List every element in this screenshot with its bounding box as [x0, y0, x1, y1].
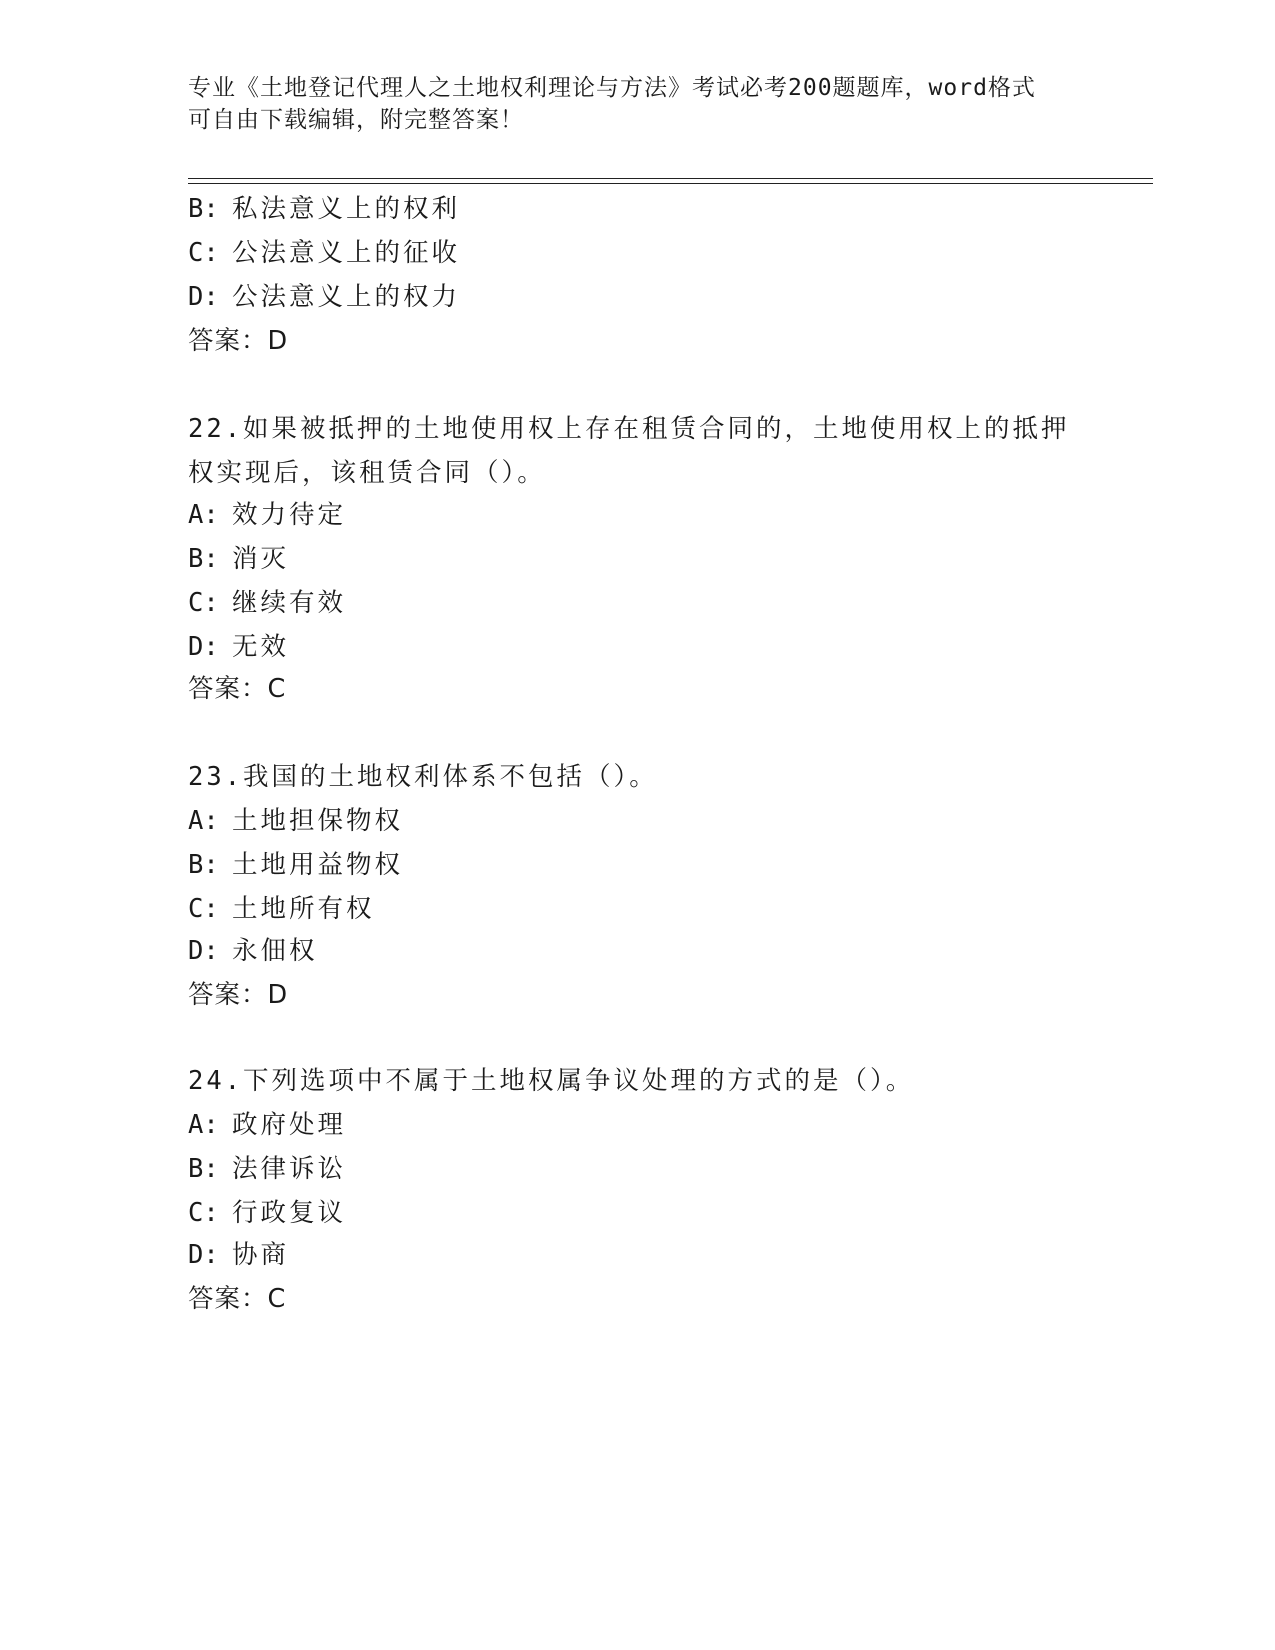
- option-letter: D:: [188, 282, 219, 312]
- header-line-2: 可自由下载编辑，附完整答案！: [188, 107, 524, 133]
- question-22-line-2: 权实现后，该租赁合同（）。: [188, 458, 546, 488]
- option-letter: D:: [188, 936, 219, 966]
- option-text: 效力待定: [232, 500, 347, 530]
- option-c: [188, 236, 460, 270]
- answer-value: C: [267, 674, 289, 704]
- option-letter: B:: [188, 194, 219, 224]
- answer-value: C: [267, 1284, 289, 1314]
- option-text: 消灭: [232, 544, 290, 574]
- option-b: [188, 848, 403, 882]
- option-text: 公法意义上的权力: [232, 282, 461, 312]
- option-a: [188, 804, 403, 838]
- answer-line: [188, 672, 288, 706]
- option-d: [188, 934, 318, 968]
- option-text: 土地所有权: [232, 894, 375, 924]
- option-text: 继续有效: [232, 588, 347, 618]
- option-letter: D:: [188, 632, 219, 662]
- option-a: [188, 1108, 346, 1142]
- option-letter: C:: [188, 238, 219, 268]
- option-letter: B:: [188, 544, 219, 574]
- option-c: [188, 1196, 346, 1230]
- answer-value: D: [267, 980, 291, 1010]
- option-letter: B:: [188, 1154, 219, 1184]
- option-text: 土地用益物权: [232, 850, 404, 880]
- answer-line: [188, 978, 290, 1012]
- document-header: [188, 72, 1068, 136]
- answer-value: D: [267, 326, 291, 356]
- question-23-line-1: 23.我国的土地权利体系不包括（）。: [188, 762, 658, 792]
- option-a: [188, 498, 346, 532]
- question-22-line-1: 22.如果被抵押的土地使用权上存在租赁合同的，土地使用权上的抵押: [188, 414, 1070, 444]
- header-line-1: 专业《土地登记代理人之土地权利理论与方法》考试必考200题题库，word格式: [188, 75, 1036, 101]
- option-text: 政府处理: [232, 1110, 347, 1140]
- answer-line: [188, 1282, 288, 1316]
- option-text: 无效: [232, 632, 290, 662]
- question-24-line-1: 24.下列选项中不属于土地权属争议处理的方式的是（）。: [188, 1066, 915, 1096]
- option-c: [188, 586, 346, 620]
- option-b: [188, 1152, 346, 1186]
- option-letter: C:: [188, 894, 219, 924]
- option-text: 土地担保物权: [232, 806, 404, 836]
- header-divider-bottom: [188, 183, 1153, 184]
- option-text: 私法意义上的权利: [232, 194, 461, 224]
- option-d: [188, 1238, 289, 1272]
- option-text: 公法意义上的征收: [232, 238, 461, 268]
- option-letter: A:: [188, 500, 219, 530]
- answer-label: 答案：: [188, 1284, 268, 1314]
- option-letter: A:: [188, 1110, 219, 1140]
- option-d: [188, 280, 460, 314]
- answer-line: [188, 324, 290, 358]
- option-text: 法律诉讼: [232, 1154, 347, 1184]
- option-text: 行政复议: [232, 1198, 347, 1228]
- option-b: [188, 192, 460, 226]
- option-letter: B:: [188, 850, 219, 880]
- option-c: [188, 892, 375, 926]
- option-text: 永佃权: [232, 936, 318, 966]
- answer-label: 答案：: [188, 326, 268, 356]
- option-b: [188, 542, 289, 576]
- option-text: 协商: [232, 1240, 290, 1270]
- answer-label: 答案：: [188, 674, 268, 704]
- option-letter: D:: [188, 1240, 219, 1270]
- answer-label: 答案：: [188, 980, 268, 1010]
- header-divider-top: [188, 178, 1153, 179]
- option-d: [188, 630, 289, 664]
- option-letter: C:: [188, 1198, 219, 1228]
- option-letter: A:: [188, 806, 219, 836]
- option-letter: C:: [188, 588, 219, 618]
